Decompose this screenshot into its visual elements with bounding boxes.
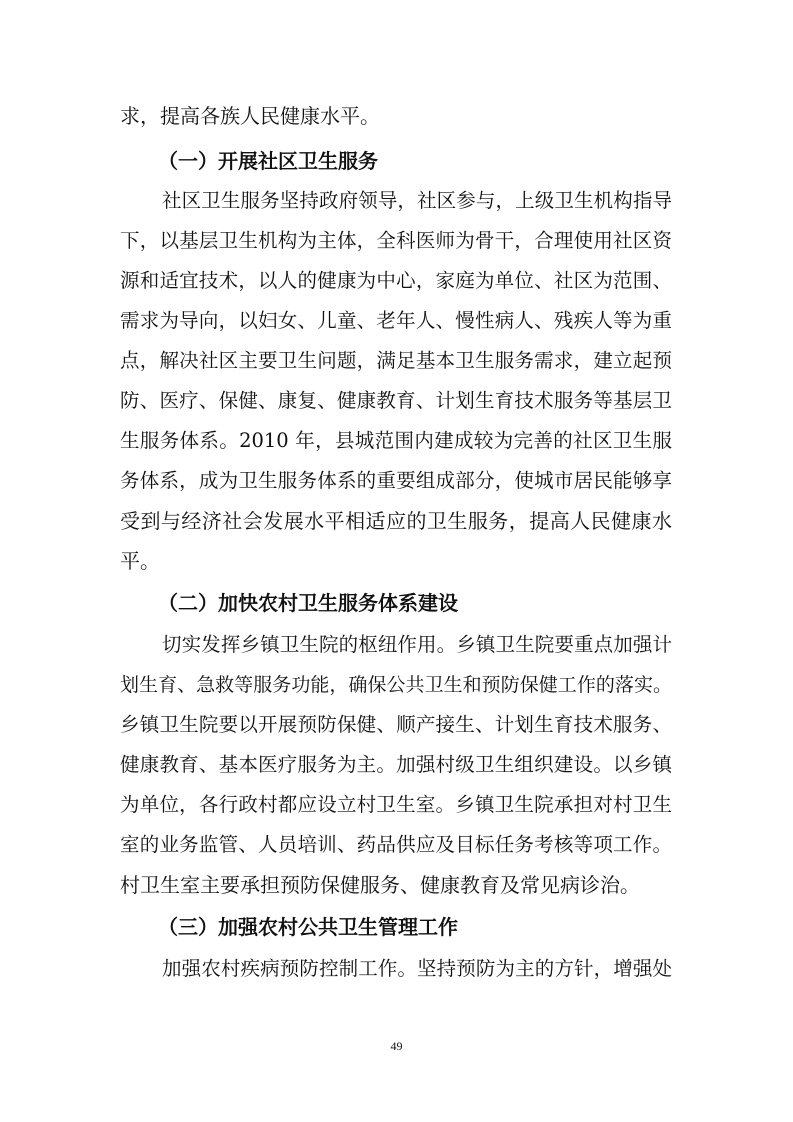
line-text: 室的业务监管、人员培训、药品供应及目标任务考核等项工作。 bbox=[120, 833, 672, 856]
heading-text: （一）开展社区卫生服务 bbox=[158, 149, 378, 173]
line-text: 划生育、急救等服务功能，确保公共卫生和预防保健工作的落实。 bbox=[120, 674, 672, 696]
paragraph-line bbox=[0, 421, 793, 461]
paragraph-line bbox=[0, 541, 793, 581]
paragraph-line bbox=[0, 96, 793, 136]
line-text: 点，解决社区主要卫生问题，满足基本卫生服务需求，建立起预 bbox=[120, 349, 672, 372]
paragraph-line bbox=[0, 501, 793, 541]
heading-text: （三）加强农村公共卫生管理工作 bbox=[158, 915, 458, 939]
line-text: 务体系，成为卫生服务体系的重要组成部分，使城市居民能够享 bbox=[120, 469, 672, 492]
line-text: 受到与经济社会发展水平相适应的卫生服务，提高人民健康水 bbox=[120, 509, 672, 533]
section-heading-3 bbox=[0, 907, 793, 947]
paragraph-line bbox=[0, 745, 793, 785]
paragraph-line bbox=[0, 181, 793, 221]
paragraph-line bbox=[0, 381, 793, 421]
paragraph-line bbox=[0, 825, 793, 865]
paragraph-line bbox=[0, 665, 793, 705]
paragraph-line bbox=[0, 461, 793, 501]
line-text: 健康教育、基本医疗服务为主。加强村级卫生组织建设。以乡镇 bbox=[120, 753, 672, 776]
line-text: 切实发挥乡镇卫生院的枢纽作用。乡镇卫生院要重点加强计 bbox=[162, 633, 672, 656]
paragraph-line bbox=[0, 221, 793, 261]
line-text: 防、医疗、保健、康复、健康教育、计划生育技术服务等基层卫 bbox=[120, 389, 672, 412]
line-text: 社区卫生服务坚持政府领导，社区参与，上级卫生机构指导 bbox=[162, 189, 672, 212]
paragraph-line bbox=[0, 785, 793, 825]
page-number: 49 bbox=[390, 1039, 403, 1053]
line-text: 源和适宜技术，以人的健康为中心，家庭为单位、社区为范围、 bbox=[120, 269, 672, 292]
paragraph-line bbox=[0, 705, 793, 745]
paragraph-line bbox=[0, 301, 793, 341]
line-text: 求，提高各族人民健康水平。 bbox=[120, 104, 380, 128]
line-text: 乡镇卫生院要以开展预防保健、顺产接生、计划生育技术服务、 bbox=[120, 713, 672, 736]
heading-text: （二）加快农村卫生服务体系建设 bbox=[158, 591, 458, 615]
section-heading-1 bbox=[0, 141, 793, 181]
line-text: 生服务体系。2010 年，县城范围内建成较为完善的社区卫生服 bbox=[120, 429, 672, 452]
paragraph-line bbox=[0, 341, 793, 381]
section-heading-2 bbox=[0, 583, 793, 623]
line-text: 平。 bbox=[120, 549, 160, 573]
line-text: 加强农村疾病预防控制工作。坚持预防为主的方针，增强处 bbox=[162, 957, 672, 980]
paragraph-line bbox=[0, 949, 793, 989]
paragraph-line bbox=[0, 865, 793, 905]
line-text: 需求为导向，以妇女、儿童、老年人、慢性病人、残疾人等为重 bbox=[120, 309, 672, 332]
line-text: 下，以基层卫生机构为主体，全科医师为骨干，合理使用社区资 bbox=[120, 229, 672, 252]
line-text: 为单位，各行政村都应设立村卫生室。乡镇卫生院承担对村卫生 bbox=[120, 793, 672, 816]
paragraph-line bbox=[0, 261, 793, 301]
paragraph-line bbox=[0, 625, 793, 665]
line-text: 村卫生室主要承担预防保健服务、健康教育及常见病诊治。 bbox=[120, 873, 640, 897]
